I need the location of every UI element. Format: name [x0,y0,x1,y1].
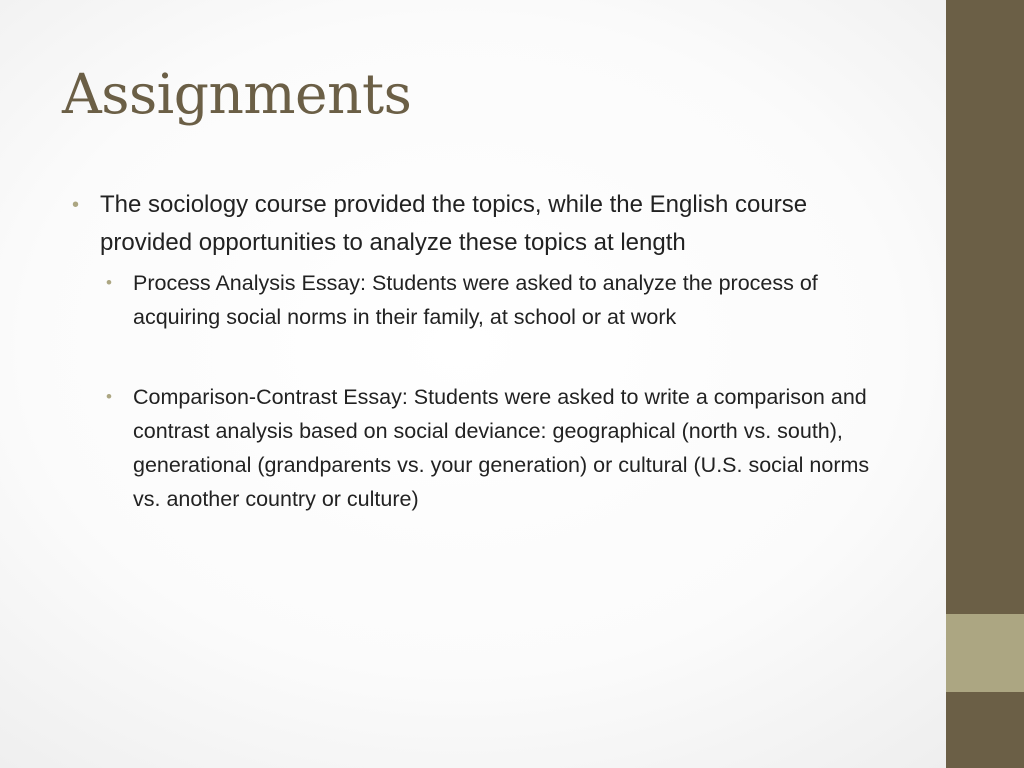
bullet-text: The sociology course provided the topics, while the English course provided opportunities to analyze these topics at length [100,191,808,256]
side-band-light [946,614,1024,692]
bullet-item [72,186,892,262]
sub-bullet-text: Comparison-Contrast Essay: Students were asked to write a comparison and contrast analysis based on social deviance: geographical (north vs. south), generational (grandparents vs. your generation) or cultural (U.S. social norms vs. another country or culture) [133,385,870,511]
sub-bullet-item [106,380,892,516]
side-band-dark-bottom [946,692,1024,768]
sub-bullet-text: Process Analysis Essay: Students were asked to analyze the process of acquiring social norms in their family, at school or at work [133,271,818,329]
side-band-dark-top [946,0,1024,614]
bullet-dot-icon: • [72,194,80,216]
sub-bullet-dot-icon: • [106,273,112,292]
sub-bullet-dot-icon: • [106,387,112,406]
slide-content [72,186,892,516]
sub-bullet-item [106,266,892,334]
slide-title: Assignments [62,62,412,126]
